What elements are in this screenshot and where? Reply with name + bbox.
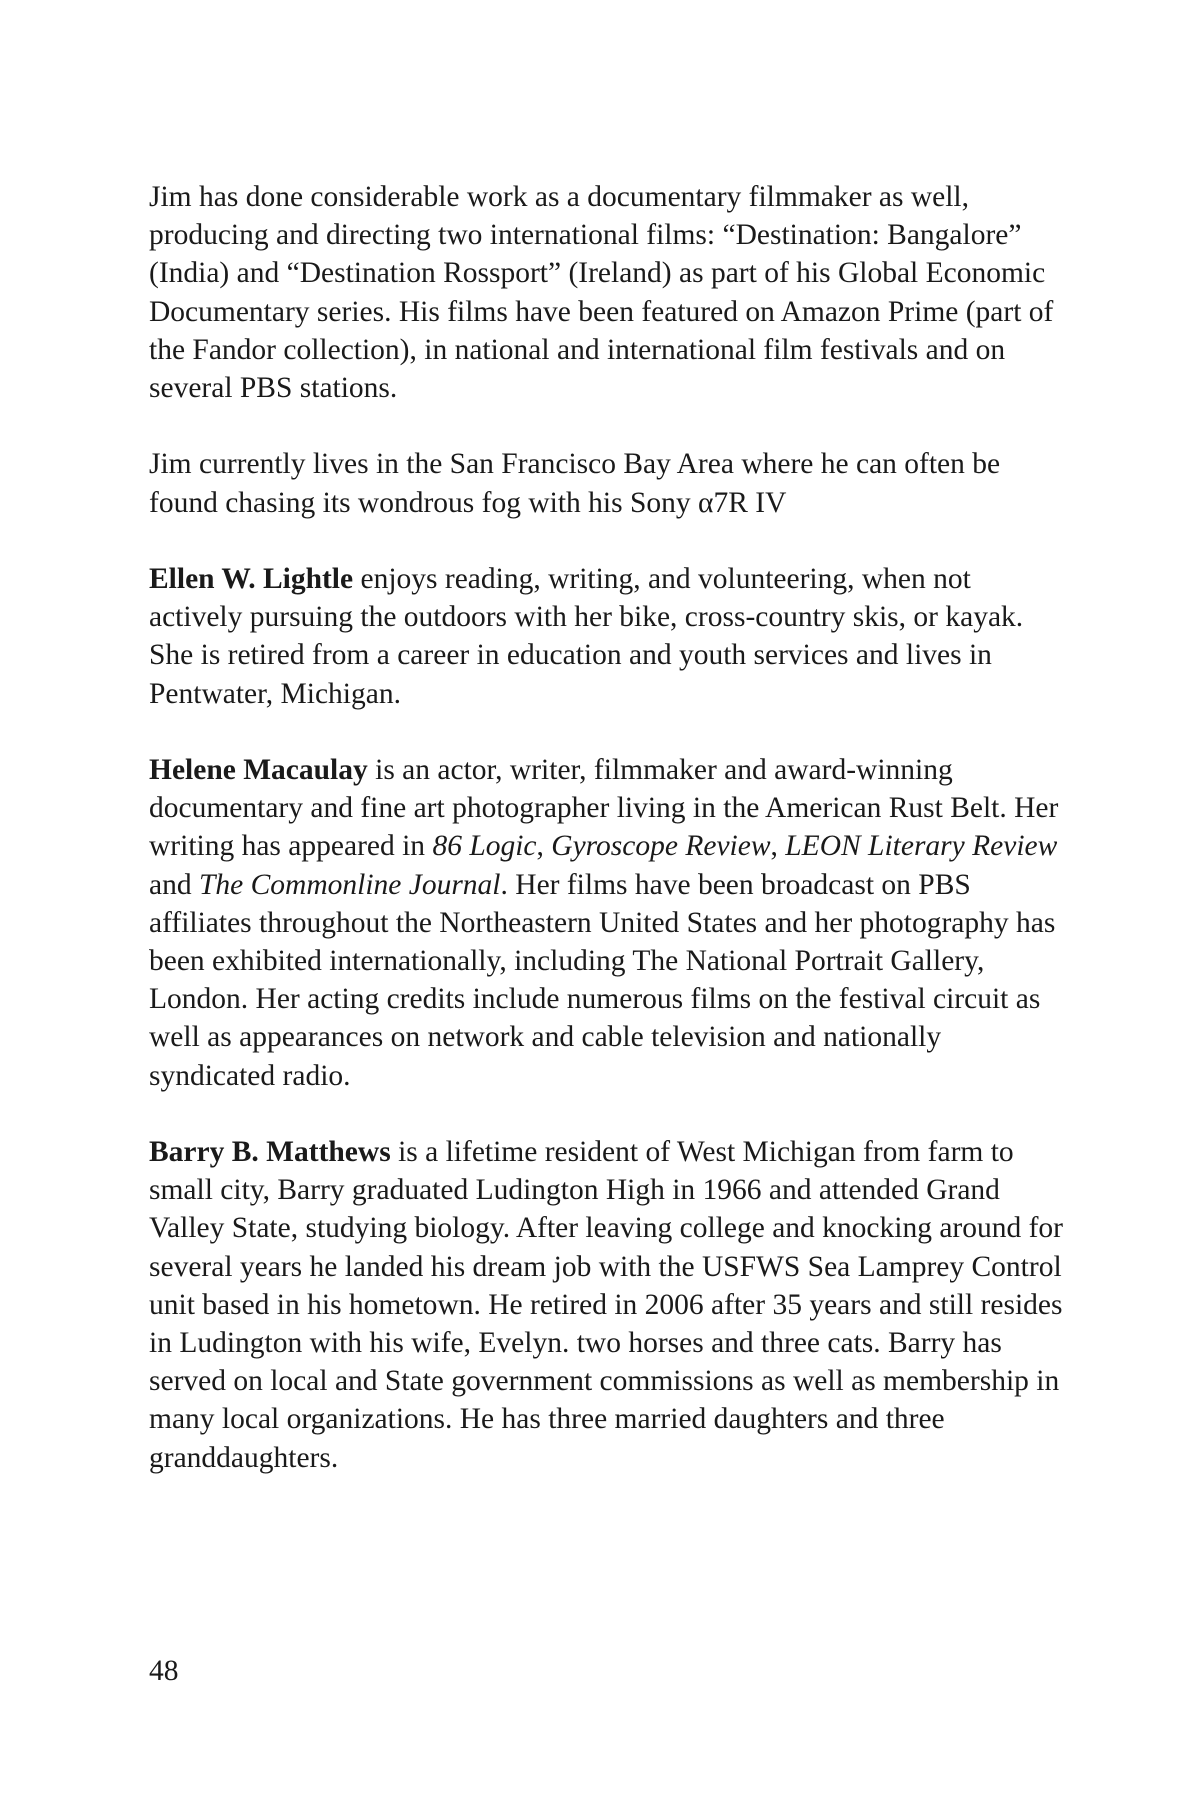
bio-text: enjoys reading, writing, and volunteering, when not actively pursuing the outdoors with her bike, cross-country skis, or kayak. She is retired from a career in education and youth services and lives in Pentwater, Michigan.: [149, 563, 1024, 710]
bio-text: ,: [536, 830, 552, 863]
bio-text: . Her films have been broadcast on PBS affiliates throughout the Northeastern United States and her photography has been exhibited internationally, including The National Portrait Gallery, London. Her acting credits include numerous films on the festival circuit as well as appearances on network and cable television and nationally syndicated radio.: [149, 868, 1056, 1092]
bio-barry-matthews-paragraph: [149, 1133, 1069, 1477]
bio-text: is a lifetime resident of West Michigan from farm to small city, Barry graduated Ludington High in 1966 and attended Grand Valley State, studying biology. After leaving college and knocking around for several years he landed his dream job with the USFWS Sea Lamprey Control unit based in his hometown. He retired in 2006 after 35 years and still resides in Ludington with his wife, Evelyn. two horses and three cats. Barry has served on local and State government commissions as well as membership in many local organizations. He has three married daughters and three granddaughters.: [149, 1136, 1064, 1474]
contributor-name: Ellen W. Lightle: [149, 563, 354, 595]
publication-title: The Commonline Journal: [198, 868, 501, 901]
page-body: [149, 178, 1069, 1515]
bio-text: Jim has done considerable work as a documentary filmmaker as well, producing and directing two international films: “Destination: Bangalore” (India) and “Destination Rossport” (Ireland) as part of his Global Economic Documentary series. His films have been featured on Amazon Prime (part of the Fandor collection), in national and international film festivals and on several PBS stations.: [149, 181, 1054, 405]
contributor-name: Barry B. Matthews: [149, 1136, 391, 1169]
bio-text: Jim currently lives in the San Francisco Bay Area where he can often be found chasing its wondrous fog with his Sony α7R IV: [149, 448, 1001, 519]
bio-jim-film-paragraph: [149, 178, 1069, 407]
page-number: 48: [149, 1655, 179, 1687]
contributor-name: Helene Macaulay: [149, 754, 368, 786]
bio-ellen-lightle-paragraph: [149, 560, 1069, 713]
bio-text: ,: [770, 830, 786, 863]
publication-title: Gyroscope Review: [551, 830, 771, 863]
publication-title: 86 Logic: [432, 830, 537, 863]
bio-text: and: [149, 868, 199, 901]
bio-jim-bay-area-paragraph: [149, 445, 1069, 521]
bio-helene-macaulay-paragraph: [149, 751, 1069, 1095]
publication-title: LEON Literary Review: [785, 830, 1058, 863]
bio-text: is an actor, writer, filmmaker and award-winning documentary and fine art photographer living in the American Rust Belt. Her writing has appeared in: [149, 754, 1059, 863]
